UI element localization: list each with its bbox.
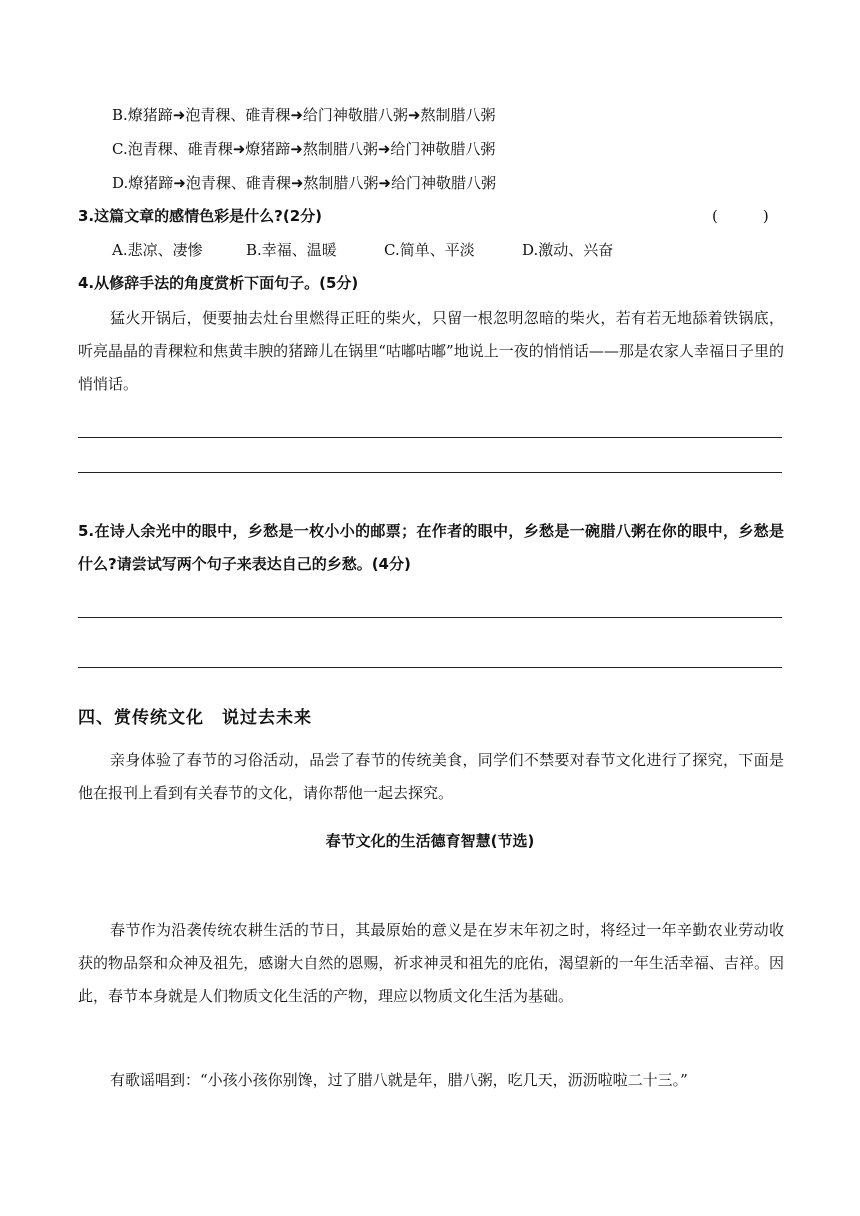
question-3: 3.这篇文章的感情色彩是什么?(2分) (78, 207, 322, 225)
question-4: 4.从修辞手法的角度赏析下面句子。(5分) (78, 274, 359, 292)
option-d: D.燎猪蹄➜泡青稞、碓青稞➜熬制腊八粥➜给门神敬腊八粥 (112, 174, 496, 192)
section-intro: 亲身体验了春节的习俗活动，品尝了春节的传统美食，同学们不禁要对春节文化进行了探究，下面是他在报刊上看到有关春节的文化，请你帮他一起去探究。 (78, 751, 784, 802)
choice-d: D.激动、兴奋 (522, 241, 614, 259)
choice-c: C.简单、平淡 (384, 241, 475, 259)
answer-paren: ( ) (712, 207, 769, 225)
option-c: C.泡青稞、碓青稞➜燎猪蹄➜熬制腊八粥➜给门神敬腊八粥 (112, 140, 496, 158)
answer-line (78, 617, 782, 618)
choice-a: A.悲凉、凄惨 (112, 241, 203, 259)
q3-choices (112, 240, 613, 260)
answer-line (78, 472, 782, 473)
article-paragraph-2: 有歌谣唱到：“小孩小孩你别馋，过了腊八就是年，腊八粥，吃几天，沥沥啦啦二十三。” (110, 1071, 688, 1089)
answer-line (78, 437, 782, 438)
answer-line (78, 667, 782, 668)
article-title: 春节文化的生活德育智慧(节选) (325, 832, 535, 850)
article-paragraph-1: 春节作为沿袭传统农耕生活的节日，其最原始的意义是在岁末年初之时，将经过一年辛勤农业劳动收获的物品祭和众神及祖先，感谢大自然的恩赐，祈求神灵和祖先的庇佑，渴望新的一年生活幸福、吉祥。因此，春节本身就是人们物质文化生活的产物，理应以物质文化生活为基础。 (78, 921, 784, 1005)
question-5: 5.在诗人余光中的眼中，乡愁是一枚小小的邮票；在作者的眼中，乡愁是一碗腊八粥在你的眼中，乡愁是什么?请尝试写两个句子来表达自己的乡愁。(4分) (78, 522, 784, 573)
q4-passage: 猛火开锅后，便要抽去灶台里燃得正旺的柴火，只留一根忽明忽暗的柴火，若有若无地舔着铁锅底，听亮晶晶的青稞粒和焦黄丰腴的猪蹄儿在锅里“咕嘟咕嘟”地说上一夜的悄悄话——那是农家人幸福日子里的悄悄话。 (78, 309, 784, 393)
choice-b: B.幸福、温暖 (246, 241, 337, 259)
option-b: B.燎猪蹄➜泡青稞、碓青稞➜给门神敬腊八粥➜熬制腊八粥 (112, 106, 496, 124)
section-heading: 四、赏传统文化 说过去未来 (78, 708, 312, 728)
